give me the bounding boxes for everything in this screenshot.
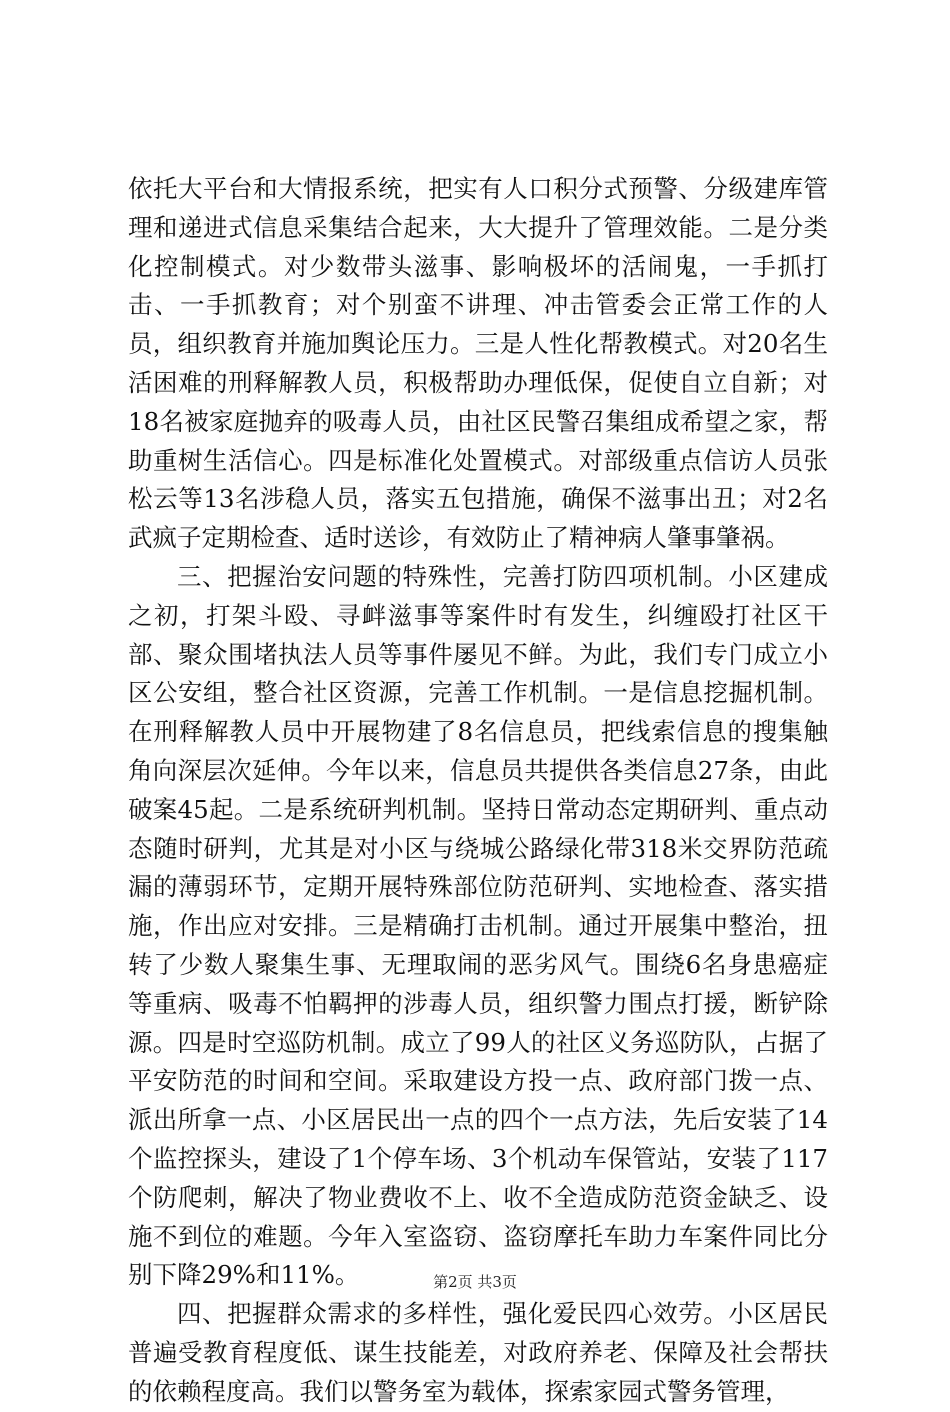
paragraph-continuation: 依托大平台和大情报系统，把实有人口积分式预警、分级建库管理和递进式信息采集结合起来，大大提升了管理效能。二是分类化控制模式。对少数带头滋事、影响极坏的活闹鬼，一手抓打击、一手抓教育；对个别蛮不讲理、冲击管委会正常工作的人员，组织教育并施加舆论压力。三是人性化帮教模式。对20名生活困难的刑释解教人员，积极帮助办理低保，促使自立自新；对18名被家庭抛弃的吸毒人员，由社区民警召集组成希望之家，帮助重树生活信心。四是标准化处置模式。对部级重点信访人员张松云等13名涉稳人员，落实五包措施，确保不滋事出丑；对2名武疯子定期检查、适时送诊，有效防止了精神病人肇事肇祸。 (128, 174, 828, 553)
page-number-footer: 第2页 共3页 (433, 1273, 517, 1291)
paragraph-section-three: 三、把握治安问题的特殊性，完善打防四项机制。小区建成之初，打架斗殴、寻衅滋事等案件时有发生，纠缠殴打社区干部、聚众围堵执法人员等事件屡见不鲜。为此，我们专门成立小区公安组，整合社区资源，完善工作机制。一是信息挖掘机制。在刑释解教人员中开展物建了8名信息员，把线索信息的搜集触角向深层次延伸。今年以来，信息员共提供各类信息27条，由此破案45起。二是系统研判机制。坚持日常动态定期研判、重点动态随时研判，尤其是对小区与绕城公路绿化带318米交界防范疏漏的薄弱环节，定期开展特殊部位防范研判、实地检查、落实措施，作出应对安排。三是精确打击机制。通过开展集中整治，扭转了少数人聚集生事、无理取闹的恶劣风气。围绕6名身患癌症等重病、吸毒不怕羁押的涉毒人员，组织警力围点打援，断铲除源。四是时空巡防机制。成立了99人的社区义务巡防队，占据了平安防范的时间和空间。采取建设方投一点、政府部门拨一点、派出所拿一点、小区居民出一点的四个一点方法，先后安装了14个监控探头，建设了1个停车场、3个机动车保管站，安装了117个防爬刺，解决了物业费收不上、收不全造成防范资金缺乏、设施不到位的难题。今年入室盗窃、盗窃摩托车助力车案件同比分别下降29%和11%。 (128, 561, 828, 1290)
document-body (128, 170, 828, 1412)
paragraph-section-four: 四、把握群众需求的多样性，强化爱民四心效劳。小区居民普遍受教育程度低、谋生技能差，对政府养老、保障及社会帮扶的依赖程度高。我们以警务室为载体，探索家园式警务管理， (128, 1299, 828, 1406)
